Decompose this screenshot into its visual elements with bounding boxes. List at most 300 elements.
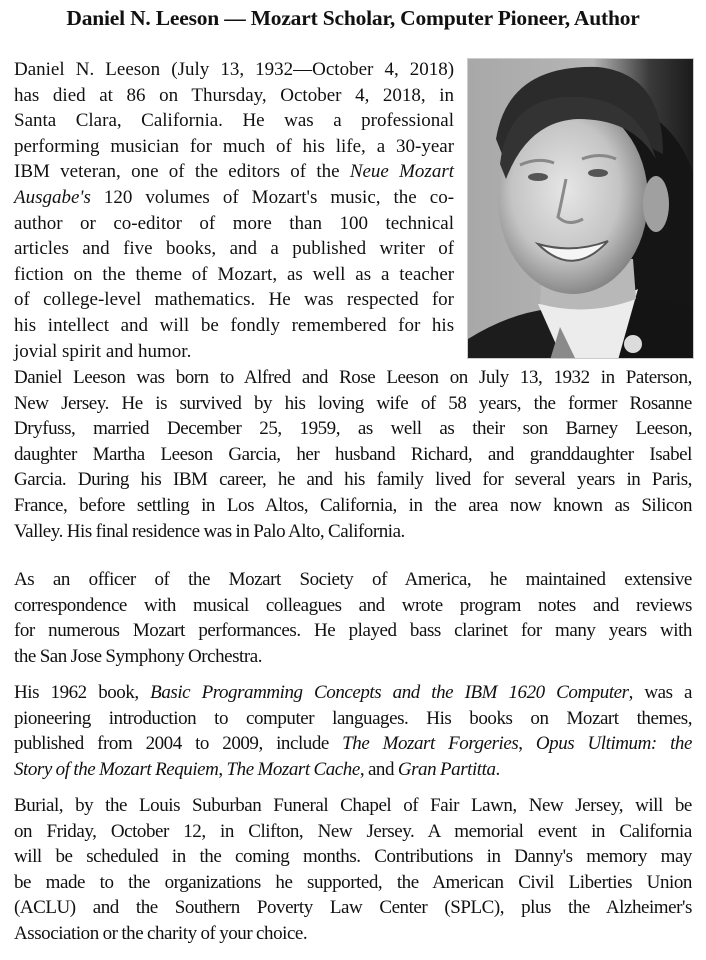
text: to [99,871,114,893]
text: computer [246,707,315,729]
text: to [195,733,209,755]
text: and [306,469,333,491]
text: maintained [525,569,606,590]
text: son [522,418,548,440]
text: 2004 [145,733,182,755]
text: died [52,84,86,106]
text-line [14,339,454,365]
text-line [14,819,692,845]
text: Thursday, [191,84,267,106]
italic-text: Opus [535,733,575,755]
text: as [286,263,303,285]
text: for [189,135,212,157]
text: Mozart [228,569,281,590]
text: He [242,110,265,132]
text: France, [14,494,68,516]
text: the [393,186,417,208]
text: spirit [62,340,102,362]
text: as [614,494,630,516]
text-line [14,618,692,644]
paragraph-mozart-society [14,567,692,669]
text: of [438,238,455,260]
text: event [537,820,577,842]
text: Orchestra. [187,645,263,667]
text-line [14,211,454,237]
text: 4, [384,59,399,80]
text-line [14,442,692,468]
text-line [14,593,692,619]
italic-text: Ultimum: [587,733,657,755]
text: Richard, [410,443,473,465]
text: now [509,494,542,516]
text: may [660,846,692,868]
text: author [14,212,63,234]
text: Chapel [340,795,392,816]
text: of [154,569,170,590]
text-line [14,680,692,706]
text: of [200,922,216,944]
text: editors [228,161,281,183]
text: made [45,871,86,893]
text: 13, [519,367,543,388]
text: 25, [259,418,282,440]
text: themes, [636,707,693,729]
text: for [14,620,35,642]
text: of [290,161,307,183]
text: Civil [518,871,554,893]
text: performing [14,135,100,157]
text: the [105,795,128,816]
text: choice. [256,922,308,944]
text: be [55,846,73,868]
text: her [296,443,320,465]
italic-text: Ausgabe's [14,186,91,208]
portrait-photo-icon [468,59,694,359]
text: of [14,289,30,311]
text: than [289,212,322,234]
text: months. [303,846,361,868]
text: extensive [624,569,692,590]
text: He [121,392,143,414]
text: the [188,569,210,590]
text-line [14,83,454,109]
text: at [99,84,113,106]
text: born [175,367,209,388]
text: several [514,469,566,491]
text: of [168,161,185,183]
text: memorial [454,820,524,842]
text: and [92,897,119,919]
text-line [14,921,692,947]
text: Jersey. [61,392,109,414]
text: Jose [70,645,102,667]
text: his [431,314,455,336]
text: languages. [332,707,409,729]
text: Liberties [568,871,633,893]
text: , [628,682,633,703]
text-line [14,287,454,313]
text: New [317,820,353,842]
italic-text: Mozart [399,161,455,183]
text: settling [136,494,190,516]
text: as [357,418,373,440]
text: career, [219,469,267,491]
text: and [229,238,257,260]
text: the [14,645,36,667]
text: teacher [399,263,455,285]
text: of [403,795,419,816]
italic-text: Mozart [382,733,435,755]
text-line [14,467,692,493]
text: in [235,520,250,542]
text: numerous [48,620,120,642]
text: years [608,620,647,642]
text: 120 [103,186,133,208]
text: remembered [291,314,387,336]
text: supported, [307,871,383,893]
text: years, [478,392,522,414]
text: , [359,758,365,780]
text: His [66,520,92,542]
text: Association [14,922,99,944]
text-line [14,159,454,185]
text-line [14,757,692,783]
text: N. [75,59,95,80]
text: 30-year [396,135,455,157]
text: and [105,340,134,362]
italic-text: of [55,758,70,780]
text: the [567,897,590,919]
text: , [218,758,223,780]
italic-text: and [392,682,420,703]
text: wife [376,392,409,414]
text-line [14,844,692,870]
text: be [14,871,32,893]
text: jovial [14,340,58,362]
text: coming [235,846,290,868]
italic-text: Basic [150,682,191,703]
text: California [619,820,692,842]
text: of [275,135,292,157]
text: in [626,469,641,491]
text: His [426,707,452,729]
text-line [14,185,454,211]
text: 2018, [382,84,426,106]
text: musician [110,135,179,157]
text: Alzheimer's [605,897,692,919]
text: a [333,110,342,132]
text: humor. [138,340,192,362]
text: his [344,469,365,491]
text: to [219,367,234,388]
text-line [14,108,454,134]
text: well [312,263,346,285]
text: the [135,897,158,919]
italic-text: Gran [397,758,437,780]
text: college-level [43,289,142,311]
text: December [166,418,242,440]
text: the [199,846,222,868]
text: Mozart's [251,186,318,208]
text: books [469,707,513,729]
text: Poverty [256,897,313,919]
text: in [408,494,423,516]
paragraph-family [14,365,692,544]
text: performances. [198,620,301,642]
text: New [14,392,49,414]
text: he [277,469,295,491]
text-line [14,519,692,545]
text: wrote [401,594,443,616]
text: his [284,392,306,414]
text: family [376,469,424,491]
text: 1932 [553,367,590,388]
italic-text: Mozart [99,758,152,780]
text: his [140,469,162,491]
text: Garcia, [228,443,281,465]
text: Friday, [46,820,97,842]
portrait-photo [467,58,694,359]
text: his [302,135,325,157]
text: bass [409,620,441,642]
italic-text: Mozart [257,758,310,780]
text-line [14,57,454,83]
text-line [14,313,454,339]
text: Louis [139,795,181,816]
text: of [420,392,436,414]
italic-text: Story [14,758,52,780]
text: technical [385,212,455,234]
text: the [533,392,556,414]
text: in [201,494,215,516]
text: San [39,645,67,667]
text: will [635,795,663,816]
text: in [439,84,455,106]
text: fondly [230,314,280,336]
text: will [159,314,190,336]
text: former [568,392,618,414]
text: 13, [220,59,245,80]
text: for [520,620,542,642]
text: the [102,263,126,285]
text: Suburban [192,795,262,816]
text: the [121,922,144,944]
text: charity [147,922,197,944]
text: Leeson [160,443,213,465]
text: Palo [253,520,286,542]
text: Dryfuss, [14,418,76,440]
text: organizations [164,871,261,893]
italic-text: 1620 [508,682,545,703]
text: published [14,733,84,755]
text-line [14,391,692,417]
text: music, [330,186,381,208]
text: or [102,922,118,944]
text-line [14,706,692,732]
text: was [203,520,232,542]
text: Rose [339,367,376,388]
text: more [232,212,272,234]
text: on [449,367,468,388]
text: co-editor [113,212,182,234]
text: books, [166,238,217,260]
text: he [275,871,293,893]
text: During [77,469,129,491]
text: for [431,289,455,311]
text: memory [586,846,647,868]
text: he [489,569,507,590]
text: and [592,594,619,616]
text: Isabel [649,443,692,465]
text: volumes [145,186,210,208]
text: and [82,238,110,260]
text: residence [131,520,200,542]
text: from [97,733,133,755]
paragraph-intro [14,57,454,364]
text: was [644,682,673,703]
text: . [495,758,500,780]
text: Fair [430,795,459,816]
text: Paris, [651,469,692,491]
text: five [123,238,153,260]
text: Southern [174,897,240,919]
text: by [253,392,273,414]
text: Leeson [105,59,161,80]
text: on [14,820,33,842]
text: with [143,594,176,616]
text: and [487,443,514,465]
text: professional [361,110,455,132]
text: was [136,367,165,388]
text: include [276,733,329,755]
text: clarinet [454,620,508,642]
text: the [396,871,419,893]
text: 58 [448,392,467,414]
text: officer [88,569,136,590]
text: the [316,161,340,183]
text: an [52,569,70,590]
italic-text: The [342,733,370,755]
text: area [468,494,499,516]
text-line [14,731,692,757]
text: Mozart [566,707,619,729]
text: a [270,238,279,260]
text: granddaughter [529,443,634,465]
text: a [684,682,693,703]
text: IBM [172,469,208,491]
text: July [478,367,509,388]
text: known [553,494,603,516]
text: California, [319,494,397,516]
text: was [304,289,334,311]
text: has [14,84,40,106]
text: Alfred [243,367,291,388]
text: writer [379,238,425,260]
paragraph-burial [14,793,692,947]
text: As [14,569,35,590]
page-title: Daniel N. Leeson — Mozart Scholar, Computer Pioneer, Author [66,6,640,30]
text: on [530,707,549,729]
text: (July [171,59,210,80]
text: articles [14,238,69,260]
italic-text: Programming [201,682,303,703]
text: plus [521,897,551,919]
text: their [472,418,505,440]
text: loving [317,392,364,414]
text: 12, [183,820,206,842]
text: Jersey, [575,795,624,816]
italic-text: the [431,682,454,703]
italic-text: Forgeries [448,733,519,755]
text: Valley. [14,520,63,542]
text: of [191,263,208,285]
text: Martha [92,443,145,465]
text: and [301,367,328,388]
italic-text: Requiem [155,758,219,780]
text-line [14,365,692,391]
text: (ACLU) [14,897,76,919]
italic-text: Neue [349,161,389,183]
text: Paterson, [625,367,692,388]
text: well [390,418,422,440]
text: much [222,135,266,157]
text: California. [141,110,223,132]
text: for [482,469,504,491]
text: 1959, [299,418,341,440]
text: and [367,758,395,780]
text: Law [329,897,363,919]
text: Leeson, [635,418,692,440]
text: life, [335,135,366,157]
text: Mozart [132,620,186,642]
text: Garcia. [14,469,67,491]
text: and [120,314,149,336]
text: 2018) [409,59,455,80]
italic-text: The [226,758,254,780]
text: to [214,707,229,729]
text: was [284,110,314,132]
text: (SPLC), [444,897,505,919]
text: married [93,418,150,440]
text: 4, [355,84,370,106]
text: by [75,795,94,816]
text: or [80,212,96,234]
text: veteran, [60,161,121,183]
text: a [380,263,390,285]
text-line [14,262,454,288]
text: years [577,469,615,491]
text: book, [98,682,139,703]
text: of [199,212,216,234]
text: October [110,820,169,842]
text: with [660,620,692,642]
text: Clara, [75,110,122,132]
text: intellect [47,314,109,336]
text: notes [537,594,576,616]
text: mathematics. [154,289,256,311]
text: be [200,314,219,336]
text: 1962 [50,682,87,703]
text: American [432,871,504,893]
text: the [434,494,457,516]
text: introduction [108,707,197,729]
text: His [14,682,40,703]
text: reviews [635,594,692,616]
text: , [518,733,523,755]
text: as [439,418,455,440]
text: Burial, [14,795,64,816]
text: theme [135,263,182,285]
